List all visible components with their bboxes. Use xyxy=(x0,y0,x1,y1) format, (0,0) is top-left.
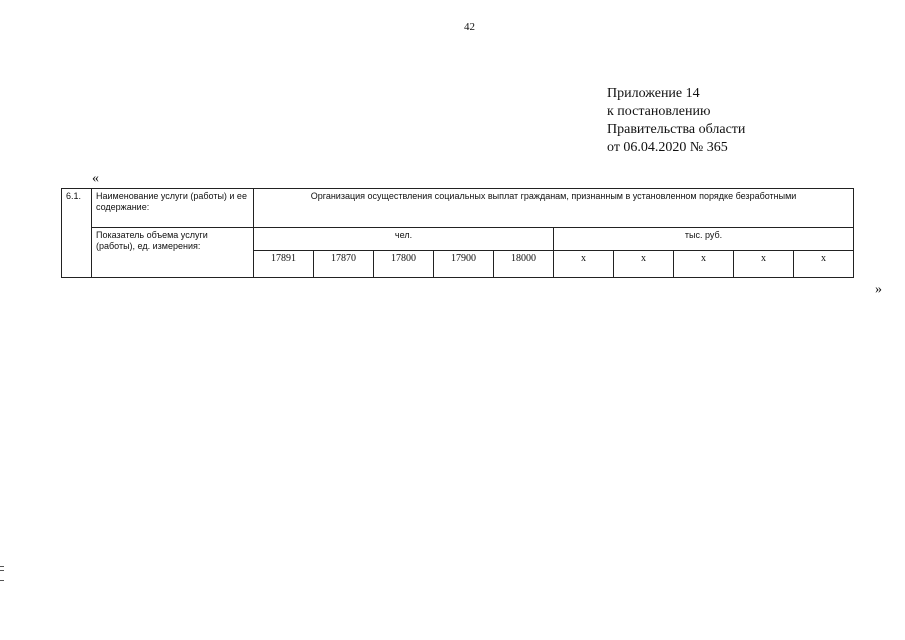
appendix-line: Правительства области xyxy=(607,122,746,137)
money-value-cell: х xyxy=(674,251,734,278)
service-name-value: Организация осуществления социальных выплат гражданам, признанным в установленном порядке безработными xyxy=(254,189,854,228)
appendix-line: к постановлению xyxy=(607,104,711,119)
unit-people: чел. xyxy=(254,228,554,251)
people-value-cell: 18000 xyxy=(494,251,554,278)
money-value-cell: х xyxy=(734,251,794,278)
people-value-cell: 17900 xyxy=(434,251,494,278)
appendix-header xyxy=(607,85,745,157)
service-table xyxy=(61,188,854,278)
people-value-cell: 17891 xyxy=(254,251,314,278)
service-name-row xyxy=(62,189,854,228)
appendix-line: от 06.04.2020 № 365 xyxy=(607,140,728,155)
margin-mark xyxy=(0,566,4,567)
money-value-cell: х xyxy=(794,251,854,278)
unit-money: тыс. руб. xyxy=(554,228,854,251)
people-value-cell: 17870 xyxy=(314,251,374,278)
page-number: 42 xyxy=(464,21,475,33)
closing-quote: » xyxy=(875,282,882,297)
unit-row xyxy=(62,228,854,251)
service-name-label: Наименование услуги (работы) и ее содержание: xyxy=(92,189,254,228)
appendix-line: Приложение 14 xyxy=(607,86,700,101)
money-value-cell: х xyxy=(554,251,614,278)
row-number: 6.1. xyxy=(62,189,92,278)
margin-mark xyxy=(0,580,4,581)
opening-quote: « xyxy=(92,171,99,186)
money-value-cell: х xyxy=(614,251,674,278)
people-value-cell: 17800 xyxy=(374,251,434,278)
margin-mark xyxy=(0,570,4,571)
indicator-label: Показатель объема услуги (работы), ед. измерения: xyxy=(92,228,254,278)
